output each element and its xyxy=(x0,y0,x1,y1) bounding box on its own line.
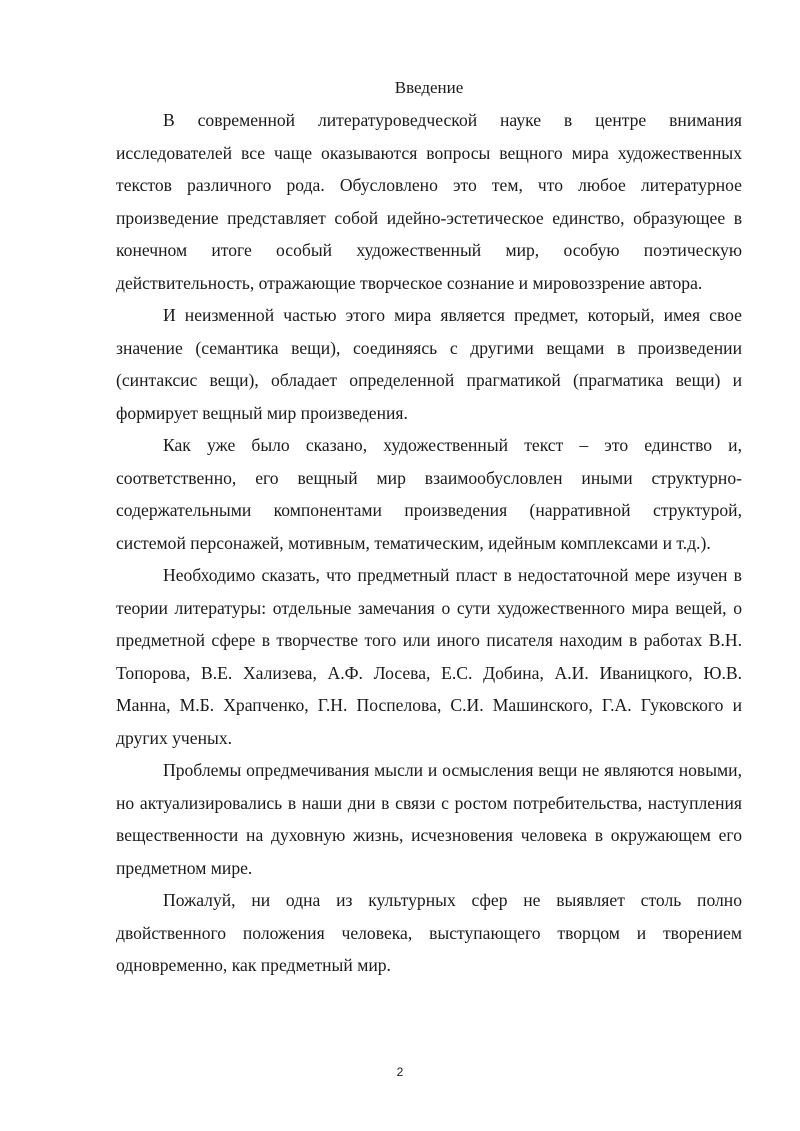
paragraph-5: Проблемы опредмечивания мысли и осмысления вещи не являются новыми, но актуализировались в наши дни в связи с ростом потребительства, наступления вещественности на духовную жизнь, исчезновения человека в окружающем его предметном мире. xyxy=(116,760,742,878)
paragraph-2: И неизменной частью этого мира является предмет, который, имея свое значение (семантика вещи), соединяясь с другими вещами в произведении (синтаксис вещи), обладает определенной прагматикой (прагматика вещи) и формирует вещный мир произведения. xyxy=(116,305,742,423)
paragraph-6: Пожалуй, ни одна из культурных сфер не выявляет столь полно двойственного положения человека, выступающего творцом и творением одновременно, как предметный мир. xyxy=(116,890,742,975)
document-page xyxy=(116,72,742,982)
section-title: Введение xyxy=(394,78,464,97)
page-number: 2 xyxy=(396,1065,404,1079)
paragraph-3: Как уже было сказано, художественный текст – это единство и, соответственно, его вещный мир взаимообусловлен иными структурно-содержательными компонентами произведения (нарративной структурой, системой персонажей, мотивным, тематическим, идейным комплексами и т.д.). xyxy=(116,435,742,553)
paragraph-4: Необходимо сказать, что предметный пласт в недостаточной мере изучен в теории литературы: отдельные замечания о сути художественного мира вещей, о предметной сфере в творчестве того или иного писателя находим в работах В.Н. Топорова, В.Е. Хализева, А.Ф. Лосева, Е.С. Добина, А.И. Иваницкого, Ю.В. Манна, М.Б. Храпченко, Г.Н. Поспелова, С.И. Машинского, Г.А. Гуковского и других ученых. xyxy=(116,565,742,748)
paragraph-1: В современной литературоведческой науке в центре внимания исследователей все чаще оказываются вопросы вещного мира художественных текстов различного рода. Обусловлено это тем, что любое литературное произведение представляет собой идейно-эстетическое единство, образующее в конечном итоге особый художественный мир, особую поэтическую действительность, отражающие творческое сознание и мировоззрение автора. xyxy=(116,110,742,293)
